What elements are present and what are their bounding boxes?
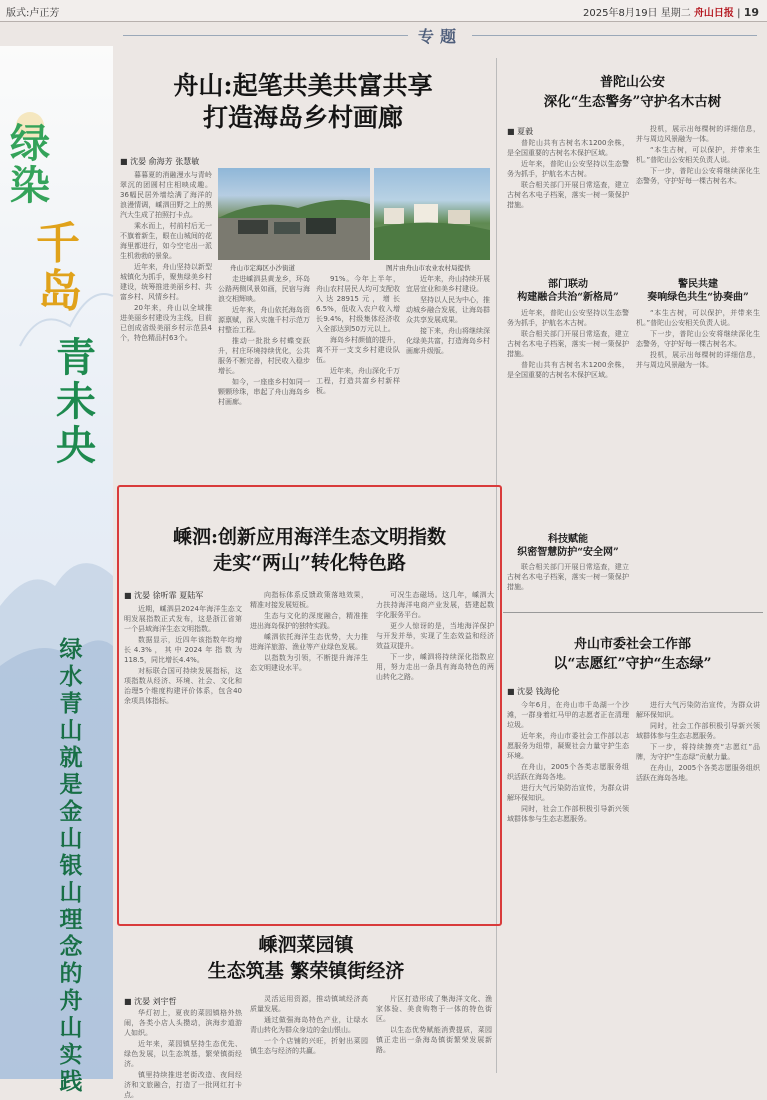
banner-char-5: 青 (56, 334, 96, 381)
article2-subhead-1: 部门联动 构建融合共治“新格局” (517, 279, 619, 303)
article1-title-line2: 打造海岛乡村画廊 (202, 103, 403, 132)
article5-headline (120, 932, 492, 984)
article5-title-line1: 嵊泗菜园镇 (258, 934, 354, 956)
edition-label: 版式:卢正芳 (6, 8, 60, 19)
article1-photo-2 (374, 168, 490, 260)
article3-headline (122, 524, 497, 576)
article1-headline (117, 70, 489, 134)
article1-column-4: 近年来，舟山持续开展宜居宜业和美乡村建设。 坚持以人民为中心，推动城乡融合发展，让海岛群众共享发展成果。 接下来，舟山将继续深化绿美共富，打造海岛乡村画廊升级版。 (406, 275, 490, 355)
article3-title-line1: 嵊泗:创新应用海洋生态文明指数 (172, 526, 446, 548)
article1-photo-2-caption: 图片由舟山市农业农村局提供 (386, 264, 471, 272)
page-number: 19 (743, 6, 759, 19)
article1-column-3: 91%。今年上半年，舟山农村居民人均可支配收入达28915元，增长6.5%，低收入农户收入增长9.4%，村级集体经济收入全部达到50万元以上。 海岛乡村颜值的提升，离不开一支支乡村建设队伍。 近年来，舟山深化千万工程，打造共富乡村新样板。 (316, 275, 400, 395)
article2-column-1c: 联合相关部门开展日常巡查，建立古树名木电子档案，落实一树一策保护措施。 (507, 563, 629, 591)
article3-byline: ■ 沈晏 徐听霏 夏陆军 (124, 590, 203, 601)
article5-byline: ■ 沈晏 刘宇哲 (124, 996, 177, 1007)
article2-title-line2: 深化“生态警务”守护名木古树 (543, 94, 722, 110)
article1-photo-1 (218, 168, 370, 260)
article1-byline: ■ 沈晏 俞海芳 张慧敏 (120, 156, 199, 167)
article3-column-3: 可况生态磁场。这几年，嵊泗大力扶持海洋电商产业发展，搭建起数字化服务平台。 更少人惊讶的是，当地海洋保护与开发并举，实现了生态效益和经济效益双提升。 下一步，嵊泗将持续深化指数应用，努力走出一条具有海岛特色的两山转化之路。 (376, 591, 494, 681)
weekday: 星期二 (660, 8, 691, 19)
date: 2025年8月19日 (583, 8, 658, 19)
article2-subhead-2: 警民共建 奏响绿色共生“协奏曲” (647, 279, 749, 303)
banner-char-4: 岛 (38, 266, 82, 317)
banner-char-7: 央 (56, 422, 96, 469)
village-image (374, 168, 490, 260)
article3-column-2: 向指标体系反馈政策落地效果，精准对接发展短板。 生态与文化的深度融合，精准推进出海岛保护的独特实践。 嵊泗依托海洋生态优势，大力推进海洋旅游、渔业等产业绿色发展。 以指数为引领，不断提升海洋生态文明建设水平。 (250, 591, 368, 672)
section-bar (113, 24, 767, 46)
article1-title-line1: 舟山:起笔共美共富共享 (173, 71, 433, 100)
article4-byline: ■ 沈晏 钱海伦 (507, 686, 560, 697)
article2-column-1b: 近年来，普陀山公安坚持以生态警务为抓手，护航名木古树。 联合相关部门开展日常巡查，建立古树名木电子档案，落实一树一策保护措施。 普陀山共有古树名木1200余株，是全国重要的古树名木保护区域。 (507, 309, 629, 379)
banner-char-6: 未 (56, 378, 96, 425)
article5-column-1: 华灯初上，夏夜的菜园镇格外热闹，各类小店人头攒动，滨海步道游人如织。 近年来，菜园镇坚持生态优先、绿色发展，以生态筑基，繁荣镇街经济。 镇里持续推进老街改造、夜间经济和文旅融合，打造了一批网红打卡点。 (124, 1009, 242, 1099)
banner-slogan: 绿水青山就是金山银山理念的舟山实践 (59, 636, 83, 1095)
page-header (0, 0, 767, 22)
banner-char-2: 染 (10, 162, 50, 209)
article2-column-2b: “本生古树，可以保护，并带来生机。”普陀山公安相关负责人说。 下一步，普陀山公安将继续深化生态警务，守护好每一棵古树名木。 投机，展示出每棵树的详细信息，并与周边风景融为一体。 (636, 309, 760, 369)
header-info: 2025年8月19日 星期二 舟山日报 | 19 (583, 6, 759, 19)
article5-column-3: 片区打造形成了集海洋文化、渔家体验、美食购物于一体的特色街区。 以生态优势赋能消费提质，菜园镇正走出一条海岛镇街繁荣发展新路。 (376, 995, 492, 1054)
article3-column-1: 近期，嵊泗县2024年海洋生态文明发展指数正式发布，这是浙江省第一个县域海洋生态文明指数。 数据显示，近四年该指数年均增长4.3%，其中2024年指数为118.5，同比增长4.4%。 对标联合国可持续发展指标，这项指数从经济、环境、社会、文化和治理5个维度构建评价体系，包含40余项具体指标。 (124, 605, 242, 705)
article5-title-line2: 生态筑基 繁荣镇街经济 (207, 960, 405, 982)
article4-headline (505, 636, 760, 674)
article4-title-line2: 以“志愿红”守护“生态绿” (553, 656, 712, 672)
article4-column-2: 进行大气污染防治宣传，为群众讲解环保知识。 同时，社会工作部积极引导新兴领域群体参与生态志愿服务。 下一步，将持续擦亮“志愿红”品牌，为守护“生态绿”贡献力量。 在舟山，2005个各类志愿服务组织活跃在海岛各地。 (636, 701, 760, 782)
article2-byline: ■ 夏毅 (507, 126, 533, 137)
article2-column-1a: 普陀山共有古树名木1200余株，是全国重要的古树名木保护区域。 近年来，普陀山公安坚持以生态警务为抓手，护航名木古树。 联合相关部门开展日常巡查，建立古树名木电子档案，落实一树一策保护措施。 (507, 139, 629, 209)
banner-char-1: 绿 (10, 120, 50, 167)
article5-column-2: 灵活运用资源，推动镇域经济高质量发展。 通过做强海岛特色产业，让绿水青山转化为群众身边的金山银山。 一个个店铺的兴旺，折射出菜园镇生态与经济的共赢。 (250, 995, 368, 1055)
cars-road-image (218, 168, 370, 260)
article4-column-1: 今年6月，在舟山市千岛湖一个沙滩，一群身着红马甲的志愿者正在清理垃圾。 近年来，舟山市委社会工作部以志愿服务为纽带，凝聚社会力量守护生态环境。 在舟山，2005个各类志愿服务组织活跃在海岛各地。 进行大气污染防治宣传，为群众讲解环保知识。 同时，社会工作部积极引导新兴领域群体参与生态志愿服务。 (507, 701, 629, 823)
article4-title-line1: 舟山市委社会工作部 (573, 637, 691, 652)
article1-photo-1-caption: 舟山市定海区小沙街道 (230, 264, 295, 272)
article2-headline (505, 74, 760, 112)
section-title: 专题 (418, 26, 463, 46)
article1-column-2: 走进嵊泗县黄龙乡，环岛公路两侧风景如画，民宿与海浪交相辉映。 近年来，舟山依托海岛资源禀赋，深入实施千村示范万村整治工程。 推动一批批乡村蝶变跃升，村庄环境持续优化，公共服务不断完善，村民收入稳步增长。 如今，一座座乡村如同一颗颗珍珠，串起了舟山海岛乡村画廊。 (218, 275, 310, 406)
article2-title-line1: 普陀山公安 (599, 75, 665, 90)
article3-title-line2: 走实“两山”转化特色路 (213, 552, 406, 574)
article1-column-1: 暮暮夏的消融漫水与青岭翠沉的团圆村庄相映成趣。36幅民居外墙绘满了海洋的浪漫情调，嵊泗田野之上的黑汽大生成了拍照打卡点。 乘水而上，村前村后无一不旗着新生，眼在山城间的花海里都进行，如今空宅出一派生机勃勃的景象。 近年来，舟山坚持以新型城镇化为抓手，聚焦绿美乡村建设，统筹推进美丽乡村、共富乡村、风情乡村。 20年来，舟山以全域推进美丽乡村建设为主线，目前已创成省级美丽乡村示范县4个，特色精品村63个。 (120, 171, 212, 342)
article2-column-2a: 投机，展示出每棵树的详细信息，并与周边风景融为一体。 “本生古树，可以保护，并带来生机。”普陀山公安相关负责人说。 下一步，普陀山公安将继续深化生态警务，守护好每一棵古树名木。 (636, 125, 760, 185)
banner-char-3: 千 (36, 218, 80, 269)
article-divider (503, 612, 763, 613)
newspaper-brand: 舟山日报 (693, 8, 734, 19)
left-banner (0, 46, 113, 1095)
article2-subhead-3: 科技赋能 织密智慧防护“安全网” (517, 534, 619, 558)
